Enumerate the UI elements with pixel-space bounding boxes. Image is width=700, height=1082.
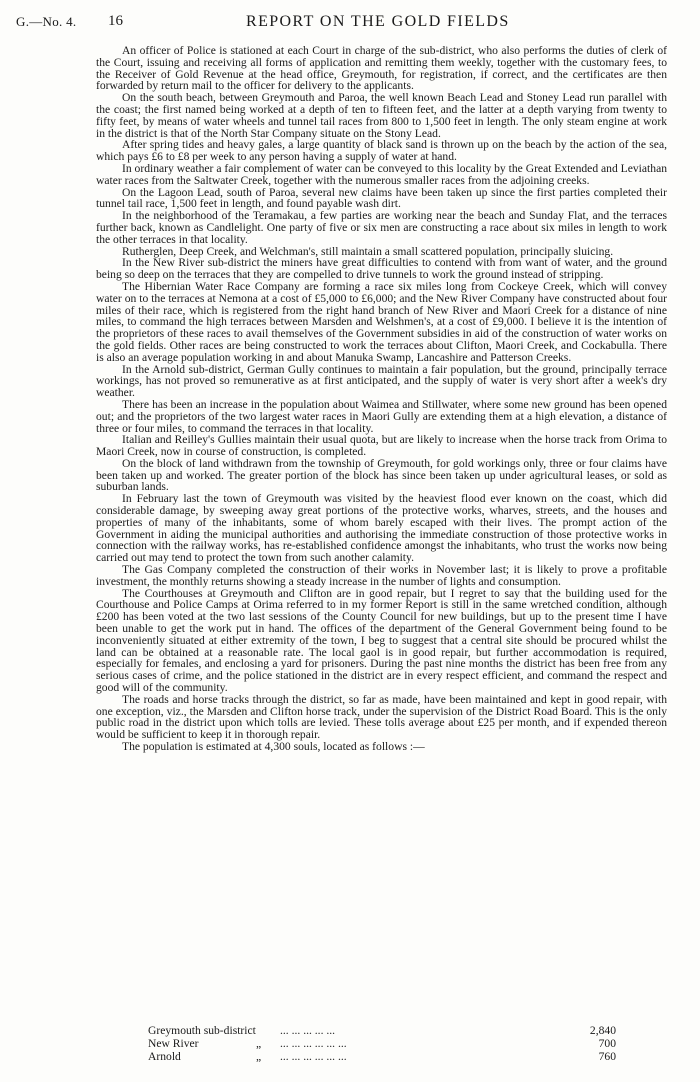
population-row bbox=[148, 1037, 668, 1050]
paragraph-township-block: On the block of land withdrawn from the township of Greymouth, for gold workings only, three or four claims have been taken up and worked. The greater portion of the block has since been taken up under agricultural leases, or sold as suburban lands. bbox=[96, 456, 667, 494]
dot-leader: ... ... ... ... ... ... bbox=[280, 1037, 347, 1050]
ditto-mark: „ bbox=[256, 1050, 262, 1063]
paragraph-flood: In February last the town of Greymouth was visited by the heaviest flood ever known on the coast, which did considerable damage, by sweeping away great portions of the protective works, wharves, streets, and the houses and properties of many of the inhabitants, some of whom barely escaped with their lives. The prompt action of the Government in aiding the municipal authorities and authorising the immediate construction of those protective works in connection with the railway works, has re-established confidence amongst the inhabitants, who trust the works now being carried out may tend to protect the town from such another calamity. bbox=[96, 492, 667, 565]
report-body bbox=[96, 45, 667, 753]
paragraph-waimea: There has been an increase in the population about Waimea and Stillwater, where some new ground has been opened out; and the proprietors of the two largest water races in Maori Gully are extending them at a high elevation, a distance of three or four miles, to command the terraces in that locality. bbox=[96, 397, 667, 435]
population-value: 700 bbox=[598, 1037, 616, 1050]
dot-leader: ... ... ... ... ... ... bbox=[280, 1050, 347, 1063]
paragraph-courthouses: The Courthouses at Greymouth and Clifton are in good repair, but I regret to say that the building used for the Courthouse and Police Camps at Orima referred to in my former Report is still in the same wretched condition, although £200 has been voted at the two last sessions of the County Council for new buildings, but up to the present time I have been unable to get the work put in hand. The offices of the department of the General Government being found to be inconveniently situated at either extremity of the town, I beg to suggest that a central site should be procured whilst the land can be obtained at a reasonable rate. The local gaol is in good repair, but further accommodation is required, especially for females, and enclosing a yard for prisoners. During the past nine months the district has been free from any serious cases of crime, and the police stationed in the district are in every respect efficient, and command the respect and good will of the community. bbox=[96, 586, 667, 695]
population-value: 2,840 bbox=[589, 1024, 616, 1037]
document-reference: G.—No. 4. bbox=[16, 14, 77, 29]
page-number: 16 bbox=[108, 13, 123, 29]
dot-leader: ... ... ... ... ... bbox=[280, 1024, 336, 1037]
paragraph-gas-company: The Gas Company completed the construction of their works in November last; it is likely to prove a profitable investment, the monthly returns showing a steady increase in the number of lights and consumption. bbox=[96, 563, 667, 588]
paragraph-italian-gully: Italian and Reilley's Gullies maintain their usual quota, but are likely to increase when the horse track from Orima to Maori Creek, now in course of construction, is completed. bbox=[96, 433, 667, 459]
population-row bbox=[148, 1050, 668, 1063]
paragraph-police-officer: An officer of Police is stationed at each Court in charge of the sub-district, who also performs the duties of clerk of the Court, issuing and receiving all forms of application and remitting them weekly, together with the customary fees, to the Receiver of Gold Revenue at the head office, Greymouth, for registration, if correct, and the certificates are then forwarded by return mail to the officer for delivery to the applicants. bbox=[96, 44, 667, 93]
paragraph-black-sand: After spring tides and heavy gales, a large quantity of black sand is thrown up on the beach by the action of the sea, which pays £6 to £8 per week to any person having a supply of water at hand. bbox=[96, 138, 667, 164]
population-value: 760 bbox=[598, 1050, 616, 1063]
paragraph-south-beach: On the south beach, between Greymouth and Paroa, the well known Beach Lead and Stoney Lead run parallel with the coast; the first named being worked at a depth of ten to fifteen feet, and the latter at a depth varying from twenty to fifty feet, by means of water wheels and tunnel tail races from 800 to 1,500 feet in length. The only steam engine at work in the district is that of the North Star Company situate on the Stony Lead. bbox=[96, 91, 667, 140]
paragraph-hibernian-race: The Hibernian Water Race Company are forming a race six miles long from Cockeye Creek, which will convey water on to the terraces at Nemona at a cost of £5,000 to £6,000; and the New River Company have constructed about four miles of their race, which is registered from the right hand branch of New River and Maori Creek for a distance of nine miles, to command the high terraces between Marsden and Welshmen's, at a cost of £9,000. I believe it is the intention of the proprietors of these races to avail themselves of the Government subsidies in aid of the construction of water works on the gold fields. Other races are being constructed to work the terraces about Clifton, Maori Creek, and Cockabulla. There is also an average population working in and about Manuka Swamp, Lancashire and Patterson Creeks. bbox=[96, 279, 667, 364]
paragraph-rutherglen: Rutherglen, Deep Creek, and Welchman's, still maintain a small scattered population, principally sluicing. bbox=[122, 244, 614, 258]
paragraph-population-intro: The population is estimated at 4,300 souls, located as follows :— bbox=[122, 740, 425, 754]
page-header bbox=[12, 10, 692, 32]
paragraph-arnold: In the Arnold sub-district, German Gully continues to maintain a fair population, but the ground, principally terrace workings, has not proved so remunerative as at first anticipated, and the supply of water is very short after a week's dry weather. bbox=[96, 362, 667, 400]
running-title: REPORT ON THE GOLD FIELDS bbox=[246, 13, 510, 30]
population-place: Greymouth sub-district bbox=[148, 1024, 256, 1037]
population-place: Arnold bbox=[148, 1050, 181, 1063]
population-table bbox=[148, 1024, 668, 1063]
paragraph-water-supply: In ordinary weather a fair complement of water can be conveyed to this locality by the Great Extended and Leviathan water races from the Saltwater Creek, together with the numerous smaller races from the adjoining creeks. bbox=[96, 161, 668, 187]
population-place: New River bbox=[148, 1037, 199, 1050]
paragraph-lagoon-lead: On the Lagoon Lead, south of Paroa, several new claims have been taken up since the first parties completed their tunnel tail race, 1,500 feet in length, and found payable wash dirt. bbox=[96, 185, 667, 211]
paragraph-new-river: In the New River sub-district the miners have great difficulties to contend with from want of water, and the ground being so deep on the terraces that they are compelled to drive tunnels to work the ground instead of stripping. bbox=[96, 256, 667, 282]
paragraph-roads: The roads and horse tracks through the district, so far as made, have been maintained and kept in good repair, with one exception, viz., the Marsden and Clifton horse track, under the supervision of the District Road Board. This is the only public road in the district upon which tolls are levied. These tolls average about £25 per month, and if expended thereon would be sufficient to keep it in thorough repair. bbox=[96, 692, 667, 742]
population-row bbox=[148, 1024, 668, 1037]
paragraph-teramakau: In the neighborhood of the Teramakau, a few parties are working near the beach and Sunday Flat, and the terraces further back, known as Candlelight. One party of five or six men are constructing a race about six miles in length to work the other terraces in that locality. bbox=[96, 209, 667, 246]
ditto-mark: „ bbox=[256, 1037, 262, 1050]
